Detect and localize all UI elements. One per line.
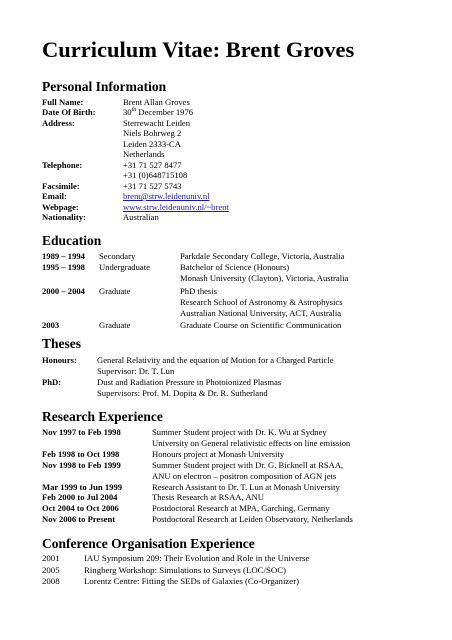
education-detail: PhD thesis xyxy=(180,286,218,296)
field-label: Address: xyxy=(42,117,75,128)
research-text: University on General relativistic effects on line emission xyxy=(152,437,351,448)
research-text: Honours project at Monash University xyxy=(152,448,285,459)
research-text: ANU on electron – positron composition of AGN jets xyxy=(152,470,337,481)
field-value: Niels Bohrweg 2 xyxy=(123,128,182,139)
section-heading-research: Research Experience xyxy=(42,409,163,424)
section-heading-education: Education xyxy=(42,233,102,248)
education-detail: Parkdale Secondary College, Victoria, Australia xyxy=(180,251,345,261)
field-label: Telephone: xyxy=(42,159,83,170)
ordinal-suffix: th xyxy=(131,107,137,114)
field-label: Webpage: xyxy=(42,201,79,212)
education-detail: Australian National University, ACT, Australia xyxy=(180,308,342,318)
thesis-text: Supervisor: Dr. T. Lun xyxy=(97,365,175,376)
education-years: 2000 – 2004 xyxy=(42,286,85,296)
section-heading-conference: Conference Organisation Experience xyxy=(42,536,255,551)
education-level: Secondary xyxy=(99,251,136,261)
education-detail: Monash University (Clayton), Victoria, Australia xyxy=(180,273,349,283)
thesis-text: Supervisors: Prof. M. Dopita & Dr. R. Sutherland xyxy=(97,387,268,398)
field-label: Nationality: xyxy=(42,211,86,222)
section-heading-personal: Personal Information xyxy=(42,79,167,94)
conference-text: IAU Symposium 209: Their Evolution and Role in the Universe xyxy=(84,553,310,563)
field-value: +31 (0)648715108 xyxy=(123,170,188,181)
field-value: 30th December 1976 xyxy=(123,107,194,118)
field-value: +31 71 527 8477 xyxy=(123,159,182,170)
research-text: Summer Student project with Dr. K. Wu at Sydney xyxy=(152,427,327,437)
research-text: Summer Student project with Dr. G. Bicknell at RSAA, xyxy=(152,459,344,470)
research-dates: Nov 1998 to Feb 1999 xyxy=(42,459,121,470)
research-dates: Oct 2004 to Oct 2006 xyxy=(42,503,119,514)
thesis-text: Dust and Radiation Pressure in Photoionized Plasmas xyxy=(97,376,282,387)
conference-text: Ringberg Workshop: Simulations to Surveys (LOC/SOC) xyxy=(84,564,287,575)
education-level: Undergraduate xyxy=(99,262,150,272)
field-link[interactable]: www.strw.leidenuniv.nl/~brent xyxy=(123,201,229,212)
education-years: 2003 xyxy=(42,320,60,330)
education-level: Graduate xyxy=(99,286,131,296)
conference-text: Lorentz Centre: Fitting the SEDs of Galaxies (Co-Organizer) xyxy=(84,576,300,586)
education-detail: Research School of Astronomy & Astrophysics xyxy=(180,297,343,307)
field-value: Brent Allan Groves xyxy=(123,97,190,107)
field-value: +31 71 527 5743 xyxy=(123,180,182,191)
thesis-text: General Relativity and the equation of Motion for a Charged Particle xyxy=(97,355,334,365)
education-years: 1989 – 1994 xyxy=(42,251,85,261)
field-label: Date Of Birth: xyxy=(42,107,96,118)
education-level: Graduate xyxy=(99,320,131,330)
conference-year: 2001 xyxy=(42,553,60,563)
research-text: Postdoctoral Research at MPA, Garching, Germany xyxy=(152,503,330,514)
conference-year: 2005 xyxy=(42,564,60,575)
field-value: Leiden 2333-CA xyxy=(123,138,181,149)
research-text: Thesis Research at RSAA, ANU xyxy=(152,492,264,503)
research-dates: Feb 1998 to Oct 1998 xyxy=(42,448,120,459)
research-dates: Mar 1999 to Jun 1999 xyxy=(42,481,123,492)
page-title: Curriculum Vitae: Brent Groves xyxy=(42,37,355,62)
thesis-label: Honours: xyxy=(42,355,77,365)
research-dates: Feb 2000 to Jul 2004 xyxy=(42,492,118,503)
field-value: Netherlands xyxy=(123,149,165,160)
thesis-label: PhD: xyxy=(42,376,62,387)
field-label: Full Name: xyxy=(42,97,84,107)
research-text: Postdoctoral Research at Leiden Observatory, Netherlands xyxy=(152,514,353,525)
education-detail: Batchelor of Science (Honours) xyxy=(180,262,290,272)
section-heading-theses: Theses xyxy=(42,336,82,351)
conference-year: 2008 xyxy=(42,576,60,586)
field-label: Email: xyxy=(42,191,67,202)
education-years: 1995 – 1998 xyxy=(42,262,85,272)
field-link[interactable]: brent@strw.leidenuniv.nl xyxy=(123,191,210,202)
field-value: Australian xyxy=(123,211,159,222)
field-value: Sterrewacht Leiden xyxy=(123,117,191,128)
research-dates: Nov 2006 to Present xyxy=(42,514,116,525)
field-label: Facsimile: xyxy=(42,180,80,191)
research-text: Research Assistant to Dr. T. Lun at Monash University xyxy=(152,481,340,492)
research-dates: Nov 1997 to Feb 1998 xyxy=(42,427,121,437)
education-detail: Graduate Course on Scientific Communication xyxy=(180,320,342,330)
